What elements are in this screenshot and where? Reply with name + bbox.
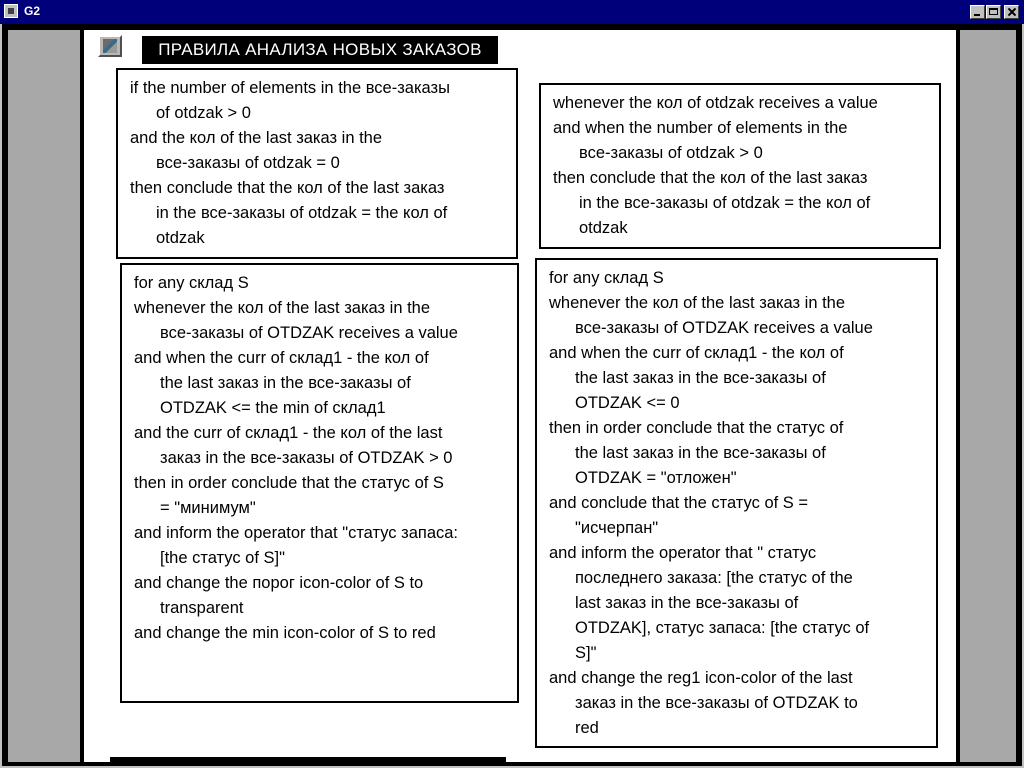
rule-line: transparent <box>160 599 244 617</box>
rule-line: in the все-заказы of otdzak = the кол of <box>579 194 871 212</box>
rule-line: and change the reg1 icon-color of the last <box>549 669 853 687</box>
rule-box[interactable] <box>116 68 518 259</box>
workspace-icon-button[interactable] <box>98 35 122 57</box>
rule-line: S]" <box>575 644 597 662</box>
rule-line: все-заказы of OTDZAK receives a value <box>575 319 873 337</box>
rule-line: otdzak <box>156 229 205 247</box>
workspace-icon <box>103 39 117 53</box>
rule-line: and inform the operator that " статус <box>549 544 817 562</box>
title-bar[interactable] <box>0 0 1024 24</box>
workspace[interactable] <box>84 30 956 762</box>
app-icon[interactable] <box>4 4 18 18</box>
rule-line: последнего заказа: [the статус of the <box>575 569 853 587</box>
rule-line: все-заказы of otdzak > 0 <box>579 144 763 162</box>
rule-line: заказ in the все-заказы of OTDZAK > 0 <box>160 449 453 467</box>
rule-line: все-заказы of otdzak = 0 <box>156 154 340 172</box>
close-button[interactable] <box>1004 5 1019 19</box>
rule-box[interactable] <box>120 263 519 703</box>
rule-line: OTDZAK <= the min of склад1 <box>160 399 386 417</box>
rule-line: and change the порог icon-color of S to <box>134 574 424 592</box>
rule-line: whenever the кол of otdzak receives a value <box>553 94 878 112</box>
rule-line: OTDZAK = "отложен" <box>575 469 737 487</box>
rule-line: then in order conclude that the статус of S <box>134 474 444 492</box>
rule-line: for any склад S <box>549 269 664 287</box>
rule-line: last заказ in the все-заказы of <box>575 594 799 612</box>
rule-line: if the number of elements in the все-заказы <box>130 79 450 97</box>
rule-line: and inform the operator that "статус запаса: <box>134 524 459 542</box>
minimize-button[interactable] <box>970 5 985 19</box>
maximize-button[interactable] <box>986 5 1001 19</box>
rule-line: of otdzak > 0 <box>156 104 251 122</box>
rule-line: заказ in the все-заказы of OTDZAK to <box>575 694 858 712</box>
rule-line: the last заказ in the все-заказы of <box>575 444 826 462</box>
rule-line: = "минимум" <box>160 499 256 517</box>
rule-line: for any склад S <box>134 274 249 292</box>
rule-line: then conclude that the кол of the last заказ <box>130 179 445 197</box>
rule-box[interactable] <box>539 83 941 249</box>
workspace-scroll-bar[interactable] <box>110 757 506 762</box>
rule-line: OTDZAK], статус запаса: [the статус of <box>575 619 870 637</box>
window-title: G2 <box>24 4 41 18</box>
rule-line: and when the curr of склад1 - the кол of <box>549 344 844 362</box>
workspace-title: ПРАВИЛА АНАЛИЗА НОВЫХ ЗАКАЗОВ <box>142 36 498 64</box>
rule-line: then conclude that the кол of the last заказ <box>553 169 868 187</box>
rule-line: [the статус of S]" <box>160 549 285 567</box>
rule-line: whenever the кол of the last заказ in the <box>549 294 846 312</box>
rule-line: все-заказы of OTDZAK receives a value <box>160 324 458 342</box>
rule-line: "исчерпан" <box>575 519 659 537</box>
rule-line: red <box>575 719 599 737</box>
right-margin <box>960 30 1016 762</box>
rule-line: and conclude that the статус of S = <box>549 494 809 512</box>
left-margin <box>8 30 80 762</box>
rule-line: the last заказ in the все-заказы of <box>575 369 826 387</box>
rule-box[interactable] <box>535 258 938 748</box>
rule-line: in the все-заказы of otdzak = the кол of <box>156 204 448 222</box>
rule-line: and the curr of склад1 - the кол of the last <box>134 424 443 442</box>
rule-line: whenever the кол of the last заказ in the <box>134 299 431 317</box>
rule-line: and change the min icon-color of S to red <box>134 624 436 642</box>
rule-line: the last заказ in the все-заказы of <box>160 374 411 392</box>
rule-line: OTDZAK <= 0 <box>575 394 680 412</box>
rule-line: then in order conclude that the статус of <box>549 419 844 437</box>
rule-line: and when the curr of склад1 - the кол of <box>134 349 429 367</box>
rule-line: and when the number of elements in the <box>553 119 848 137</box>
rule-line: and the кол of the last заказ in the <box>130 129 383 147</box>
rule-line: otdzak <box>579 219 628 237</box>
